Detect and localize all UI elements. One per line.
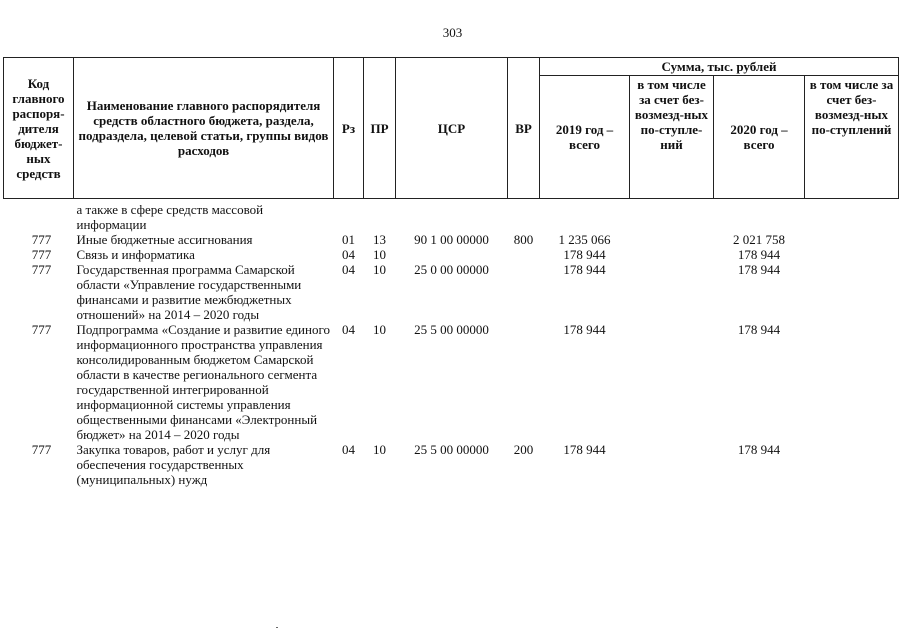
budget-table — [3, 57, 899, 487]
cell-pr — [364, 199, 396, 233]
cell-name: Закупка товаров, работ и услуг для обеспечения государственных (муниципальных) нужд — [76, 442, 271, 487]
cell-vr — [508, 247, 540, 262]
page-number: 303 — [442, 25, 463, 40]
cell-pr: 13 — [373, 232, 386, 247]
cell-total-2020: 178 944 — [737, 442, 781, 457]
cell-vr — [508, 322, 540, 442]
header-gratuitous-2020: в том числе за счет без-возмезд-ных по-ступлений — [805, 76, 899, 199]
cell-pr: 10 — [373, 322, 386, 337]
cell-rz — [334, 199, 364, 233]
cell-rz: 04 — [342, 247, 355, 262]
cell-gratuitous-2020 — [805, 232, 899, 247]
cell-total-2019: 178 944 — [563, 322, 606, 337]
cell-csr: 25 5 00 00000 — [414, 322, 489, 337]
cell-csr: 25 0 00 00000 — [414, 262, 489, 277]
header-rz: Рз — [334, 58, 364, 199]
cell-name: Связь и информатика — [76, 247, 195, 262]
cell-vr: 800 — [513, 232, 534, 247]
cell-vr: 200 — [513, 442, 534, 457]
header-total-2020: 2020 год – всего — [714, 76, 805, 199]
cell-total-2019: 178 944 — [563, 442, 606, 457]
table-row — [4, 262, 899, 322]
cell-total-2020: 178 944 — [737, 262, 781, 277]
cell-pr: 10 — [373, 442, 386, 457]
cell-rz: 04 — [342, 262, 355, 277]
cell-vr — [508, 262, 540, 322]
cell-pr: 10 — [373, 262, 386, 277]
cell-total-2020: 2 021 758 — [733, 232, 785, 247]
cell-gratuitous-2020 — [805, 442, 899, 487]
table-row — [4, 247, 899, 262]
cell-name: Иные бюджетные ассигнования — [76, 232, 253, 247]
header-total-2019: 2019 год – всего — [540, 76, 630, 199]
cell-gratuitous-2020 — [805, 262, 899, 322]
header-pr: ПР — [364, 58, 396, 199]
cell-code: 777 — [31, 262, 52, 277]
cell-pr: 10 — [373, 247, 386, 262]
cell-total-2019: 178 944 — [563, 247, 606, 262]
table-row — [4, 199, 899, 233]
cell-total-2020: 178 944 — [737, 247, 781, 262]
cell-gratuitous-2019 — [630, 232, 714, 247]
table-row — [4, 442, 899, 487]
cell-csr — [396, 247, 508, 262]
cell-vr — [508, 199, 540, 233]
cell-code: 777 — [31, 247, 52, 262]
cell-name: а также в сфере средств массовой информации — [76, 202, 264, 232]
header-name: Наименование главного распорядителя средств областного бюджета, раздела, подраздела, целевой статьи, группы видов расходов — [74, 58, 334, 199]
cell-gratuitous-2020 — [805, 322, 899, 442]
table-row — [4, 322, 899, 442]
cell-gratuitous-2020 — [805, 199, 899, 233]
cell-gratuitous-2019 — [630, 262, 714, 322]
cell-gratuitous-2020 — [805, 247, 899, 262]
cell-name: Подпрограмма «Создание и развитие единого информационного пространства управления консолидированным бюджетом Самарской области в качестве регионального сегмента государственной интегрированной информационной системы управления общественными финансами «Электронный бюджет» на 2014 – 2020 годы — [76, 322, 330, 442]
cell-total-2020 — [714, 199, 805, 233]
cell-total-2020: 178 944 — [737, 322, 781, 337]
table-row — [4, 232, 899, 247]
header-vr: ВР — [508, 58, 540, 199]
cell-total-2019 — [540, 199, 630, 233]
cell-code — [4, 199, 74, 233]
header-csr: ЦСР — [396, 58, 508, 199]
cell-csr: 25 5 00 00000 — [414, 442, 489, 457]
cell-gratuitous-2019 — [630, 199, 714, 233]
cell-gratuitous-2019 — [630, 442, 714, 487]
cell-code: 777 — [31, 232, 52, 247]
cell-code: 777 — [31, 322, 52, 337]
cell-gratuitous-2019 — [630, 322, 714, 442]
cell-csr: 90 1 00 00000 — [414, 232, 489, 247]
cell-rz: 01 — [342, 232, 355, 247]
header-sum-group: Сумма, тыс. рублей — [540, 58, 899, 76]
header-code: Код главного распоря-дителя бюджет-ных средств — [4, 58, 74, 199]
cell-name: Государственная программа Самарской области «Управление государственными финансами и развитие межбюджетных отношений» на 2014 – 2020 годы — [76, 262, 302, 322]
scan-speck — [276, 627, 278, 628]
cell-code: 777 — [31, 442, 52, 457]
header-gratuitous-2019: в том числе за счет без-возмезд-ных по-ступле-ний — [630, 76, 714, 199]
cell-rz: 04 — [342, 322, 355, 337]
cell-gratuitous-2019 — [630, 247, 714, 262]
cell-rz: 04 — [342, 442, 355, 457]
cell-total-2019: 1 235 066 — [558, 232, 611, 247]
cell-total-2019: 178 944 — [563, 262, 606, 277]
cell-csr — [396, 199, 508, 233]
